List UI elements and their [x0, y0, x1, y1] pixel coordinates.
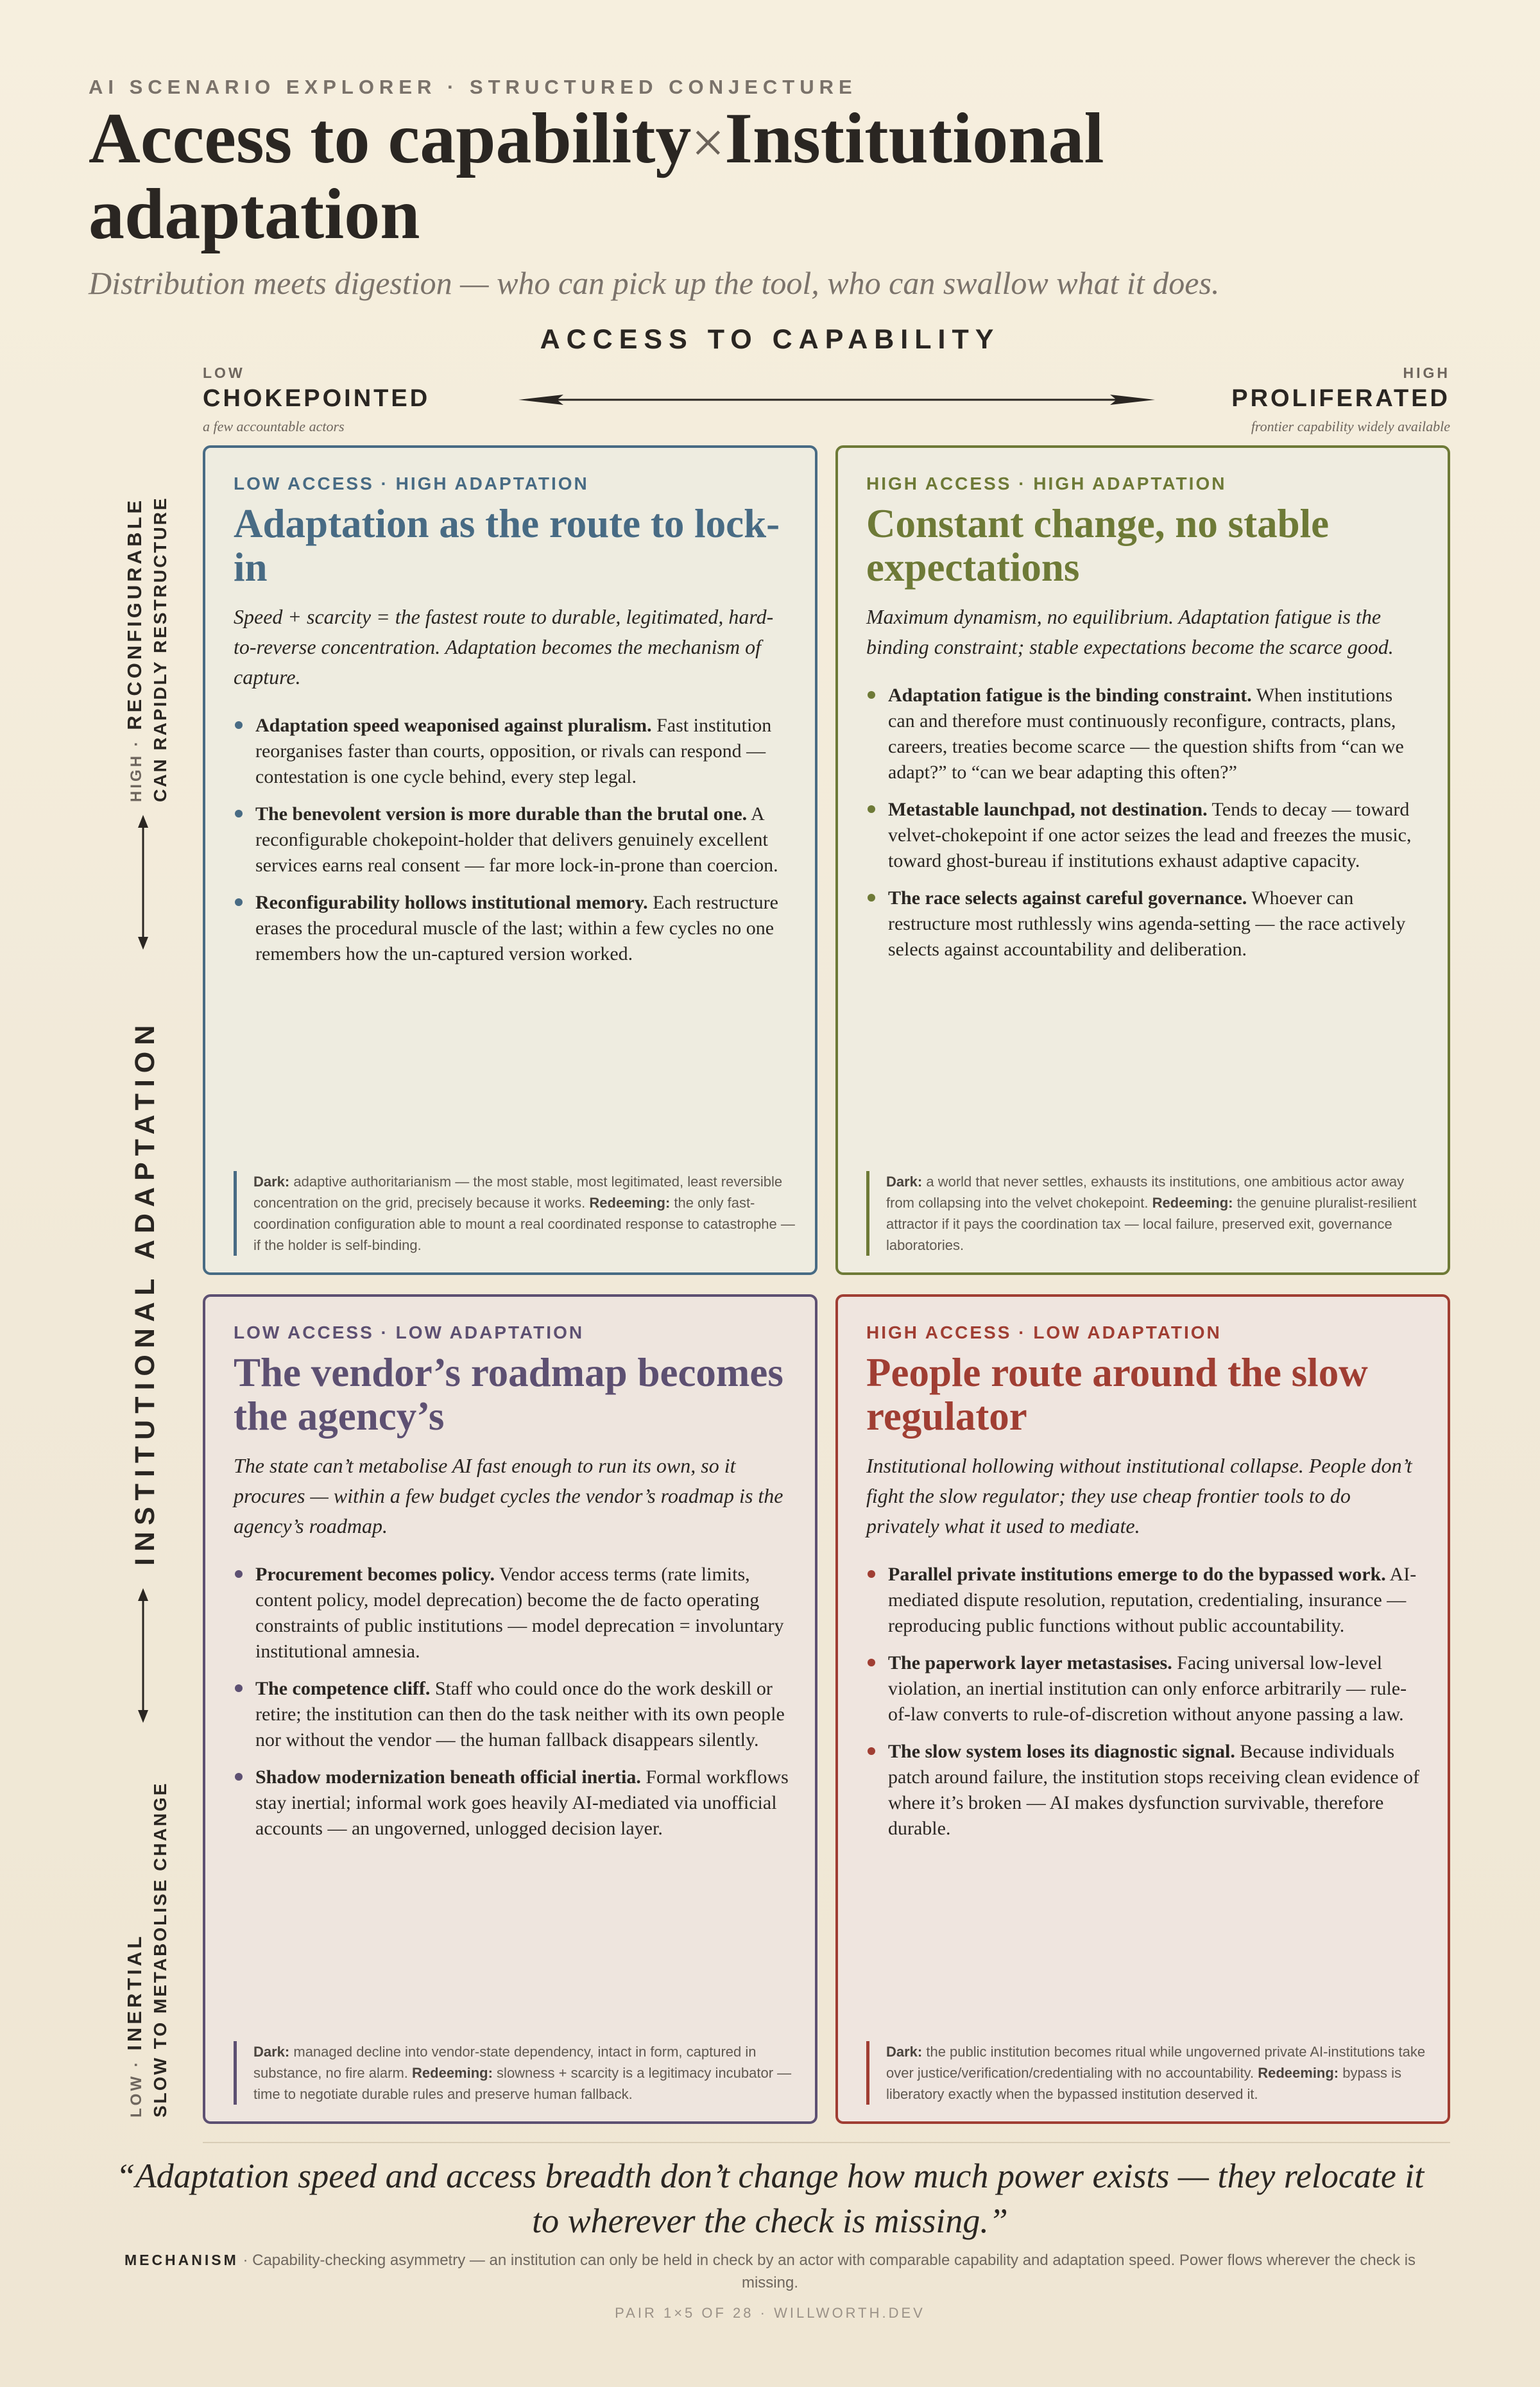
- x-axis-double-arrow: [518, 391, 1155, 408]
- bullet-icon: [868, 1659, 875, 1666]
- y-axis-low-tag: LOW ·: [128, 2059, 145, 2118]
- dark-redeeming-note: [234, 2041, 799, 2105]
- quadrant-points: [866, 683, 1422, 963]
- point-text: Because individuals patch around failure, the institution stops receiving clean evidence of where it’s broken — AI makes dysfunction survivable, therefore durable.: [888, 1741, 1420, 1839]
- x-axis-title: ACCESS TO CAPABILITY: [540, 324, 1000, 355]
- point-text: A reconfigurable chokepoint-holder that delivers genuinely excellent services earns real consent — far more lock-in-prone than coercion.: [255, 803, 778, 876]
- quadrant-low-access-low-adaptation: [203, 1294, 817, 2124]
- point-title: The paperwork layer metastasises.: [888, 1652, 1172, 1673]
- point-text: AI-mediated dispute resolution, reputation, credentialing, insurance — reproducing public functions without public accountability.: [888, 1564, 1417, 1636]
- quadrant-tag: HIGH ACCESS · LOW ADAPTATION: [866, 1322, 1222, 1342]
- point-title: The race selects against careful governance.: [888, 887, 1247, 909]
- redeeming-text: bypass is liberatory exactly when the bypassed institution deserved it.: [886, 2065, 1401, 2102]
- bullet-icon: [235, 1684, 243, 1692]
- list-item: [866, 683, 1422, 785]
- page-title: [89, 99, 1404, 254]
- times-symbol: ×: [691, 110, 725, 175]
- point-text: Whoever can restructure most ruthlessly wins agenda-setting — the race actively selects against accountability and deliberation.: [888, 887, 1406, 960]
- x-axis-low-sub: a few accountable actors: [203, 418, 345, 434]
- list-item: [866, 1739, 1422, 1842]
- quadrant-lead: The state can’t metabolise AI fast enough to run its own, so it procures — within a few budget cycles the vendor’s roadmap is the agency’s roadmap.: [234, 1454, 783, 1537]
- bullet-icon: [868, 1747, 875, 1755]
- bullet-icon: [868, 1570, 875, 1578]
- redeeming-text: slowness + scarcity is a legitimacy incubator — time to negotiate durable rules and preserve human fallback.: [253, 2065, 792, 2102]
- kicker: AI SCENARIO EXPLORER · STRUCTURED CONJECTURE: [89, 76, 857, 98]
- subtitle: Distribution meets digestion — who can pick up the tool, who can swallow what it does.: [89, 265, 1220, 301]
- bullet-icon: [235, 1773, 243, 1781]
- x-axis-high-label: PROLIFERATED: [1231, 385, 1450, 412]
- x-axis-low-label: CHOKEPOINTED: [203, 385, 431, 412]
- quadrant-lead: Maximum dynamism, no equilibrium. Adaptation fatigue is the binding constraint; stable expectations become the scarce good.: [866, 605, 1394, 658]
- y-axis-high-label-group: [123, 496, 171, 802]
- bullet-icon: [235, 721, 243, 729]
- list-item: [866, 1562, 1422, 1639]
- quadrant-tag: LOW ACCESS · LOW ADAPTATION: [234, 1322, 585, 1342]
- y-axis-high-sub: CAN RAPIDLY RESTRUCTURE: [150, 496, 170, 802]
- point-title: The slow system loses its diagnostic signal.: [888, 1741, 1235, 1762]
- x-axis-high-tag: HIGH: [1403, 364, 1450, 381]
- dark-text: adaptive authoritarianism — the most stable, most legitimated, least reversible concentration on the grid, precisely because it works.: [253, 1174, 783, 1211]
- list-item: [234, 890, 789, 967]
- dark-label: Dark:: [886, 2044, 923, 2060]
- quadrant-heading: Constant change, no stable expectations: [866, 501, 1330, 590]
- list-item: [234, 1676, 789, 1753]
- mechanism-label: MECHANISM: [124, 2252, 239, 2268]
- bullet-icon: [868, 691, 875, 699]
- point-title: The benevolent version is more durable than the brutal one.: [255, 803, 748, 825]
- quadrant-lead: Speed + scarcity = the fastest route to durable, legitimated, hard-to-reverse concentration. Adaptation becomes the mechanism of capture.: [234, 605, 774, 689]
- point-title: Shadow modernization beneath official inertia.: [255, 1767, 641, 1788]
- dark-text: the public institution becomes ritual while ungoverned private AI-institutions take over justice/verification/credentialing with no accountability.: [886, 2044, 1426, 2081]
- title-part-1: Access to capability: [89, 99, 692, 178]
- point-text: Each restructure erases the procedural muscle of the last; within a few cycles no one remembers how the un-captured version worked.: [255, 892, 778, 964]
- x-axis-high-sub: frontier capability widely available: [1251, 418, 1450, 434]
- y-axis-arrow-lower: [135, 1588, 151, 1723]
- quadrant-high-access-high-adaptation: [835, 445, 1450, 1275]
- pull-quote: “Adaptation speed and access breadth don’t change how much power exists — they relocate it to wherever the check is missing.”: [116, 2157, 1425, 2240]
- title-part-2: Institutional adaptation: [89, 99, 1104, 254]
- y-axis-high-tag: HIGH ·: [128, 739, 145, 802]
- dark-redeeming-note: [866, 1171, 1432, 1256]
- bullet-icon: [235, 898, 243, 906]
- redeeming-label: Redeeming:: [412, 2065, 493, 2081]
- list-item: [234, 713, 789, 790]
- point-text: Formal workflows stay inertial; informal work goes heavily AI-mediated via unofficial accounts — an ungoverned, unlogged decision layer.: [255, 1767, 789, 1839]
- point-title: Procurement becomes policy.: [255, 1564, 495, 1585]
- quadrant-tag: HIGH ACCESS · HIGH ADAPTATION: [866, 474, 1227, 493]
- bullet-icon: [235, 1570, 243, 1578]
- quadrant-points: [234, 713, 789, 967]
- point-title: Parallel private institutions emerge to do the bypassed work.: [888, 1564, 1386, 1585]
- list-item: [234, 1765, 789, 1842]
- point-text: Tends to decay — toward velvet-chokepoint if one actor seizes the lead and freezes the music, toward ghost-bureau if institutions exhaust adaptive capacity.: [888, 799, 1412, 871]
- pager: PAIR 1×5 OF 28 · WILLWORTH.DEV: [615, 2305, 925, 2321]
- redeeming-text: the only fast-coordination configuration able to mount a real coordinated response to catastrophe — if the holder is self-binding.: [253, 1195, 795, 1253]
- point-text: When institutions can and therefore must continuously reconfigure, contracts, plans, careers, treaties become scarce — the question shifts from “can we adapt?” to “can we bear adapting this often?”: [888, 685, 1404, 783]
- x-axis-low-tag: LOW: [203, 364, 245, 381]
- dark-label: Dark:: [253, 1174, 290, 1190]
- point-text: Staff who could once do the work deskill or retire; the institution can then do the task neither with its own people nor without the vendor — the human fallback disappears silently.: [255, 1678, 785, 1750]
- divider: [203, 2142, 1450, 2143]
- quadrant-tag: LOW ACCESS · HIGH ADAPTATION: [234, 474, 589, 493]
- mechanism-text: · Capability-checking asymmetry — an institution can only be held in check by an actor with comparable capability and adaptation speed. Power flows wherever the check is missing.: [238, 2252, 1416, 2291]
- list-item: [234, 1562, 789, 1664]
- point-title: Adaptation speed weaponised against pluralism.: [255, 715, 652, 736]
- bullet-icon: [868, 894, 875, 902]
- dark-text: managed decline into vendor-state dependency, intact in form, captured in substance, no fire alarm.: [253, 2044, 757, 2081]
- point-title: Metastable launchpad, not destination.: [888, 799, 1208, 820]
- redeeming-label: Redeeming:: [1258, 2065, 1339, 2081]
- y-axis-low-label-group: [123, 1781, 171, 2118]
- list-item: [866, 1650, 1422, 1727]
- quadrant-low-access-high-adaptation: [203, 445, 817, 1275]
- y-axis-arrow-upper: [135, 815, 151, 950]
- dark-text: a world that never settles, exhausts its institutions, one ambitious actor away from collapsing into the velvet chokepoint.: [886, 1174, 1405, 1211]
- y-axis-high-label: RECONFIGURABLE: [123, 497, 146, 730]
- point-title: Adaptation fatigue is the binding constraint.: [888, 685, 1252, 706]
- y-axis-title: INSTITUTIONAL ADAPTATION: [130, 1018, 160, 1566]
- quadrant-points: [234, 1562, 789, 1842]
- point-title: Reconfigurability hollows institutional memory.: [255, 892, 648, 913]
- quadrant-high-access-low-adaptation: [835, 1294, 1450, 2124]
- redeeming-text: the genuine pluralist-resilient attractor if it pays the coordination tax — local failure, preserved exit, governance laboratories.: [886, 1195, 1417, 1253]
- point-title: The competence cliff.: [255, 1678, 431, 1699]
- quadrant-heading: Adaptation as the route to lock-in: [234, 501, 780, 590]
- quadrant-heading: People route around the slow regulator: [866, 1350, 1368, 1439]
- y-axis-low-label: INERTIAL: [123, 1933, 146, 2051]
- y-axis-low-sub: SLOW TO METABOLISE CHANGE: [150, 1781, 170, 2118]
- bullet-icon: [868, 805, 875, 813]
- dark-redeeming-note: [234, 1171, 799, 1256]
- quadrant-heading: The vendor’s roadmap becomes the agency’s: [234, 1350, 783, 1439]
- dark-label: Dark:: [253, 2044, 290, 2060]
- point-text: Fast institution reorganises faster than courts, opposition, or rivals can respond — contestation is one cycle behind, every step legal.: [255, 715, 772, 787]
- quadrant-lead: Institutional hollowing without institutional collapse. People don’t fight the slow regulator; they use cheap frontier tools to do privately what it used to mediate.: [866, 1454, 1412, 1537]
- mechanism-note: [96, 2249, 1444, 2294]
- redeeming-label: Redeeming:: [1152, 1195, 1233, 1211]
- list-item: [866, 797, 1422, 874]
- dark-redeeming-note: [866, 2041, 1432, 2105]
- quadrant-points: [866, 1562, 1422, 1842]
- redeeming-label: Redeeming:: [589, 1195, 671, 1211]
- bullet-icon: [235, 810, 243, 817]
- point-text: Facing universal low-level violation, an inertial institution can only enforce arbitrarily — rule-of-law converts to rule-of-discretion without anyone passing a law.: [888, 1652, 1407, 1725]
- list-item: [866, 886, 1422, 963]
- list-item: [234, 801, 789, 878]
- dark-label: Dark:: [886, 1174, 923, 1190]
- point-text: Vendor access terms (rate limits, content policy, model deprecation) become the de facto operating constraints of public institutions — model deprecation = involuntary institutional amnesia.: [255, 1564, 784, 1662]
